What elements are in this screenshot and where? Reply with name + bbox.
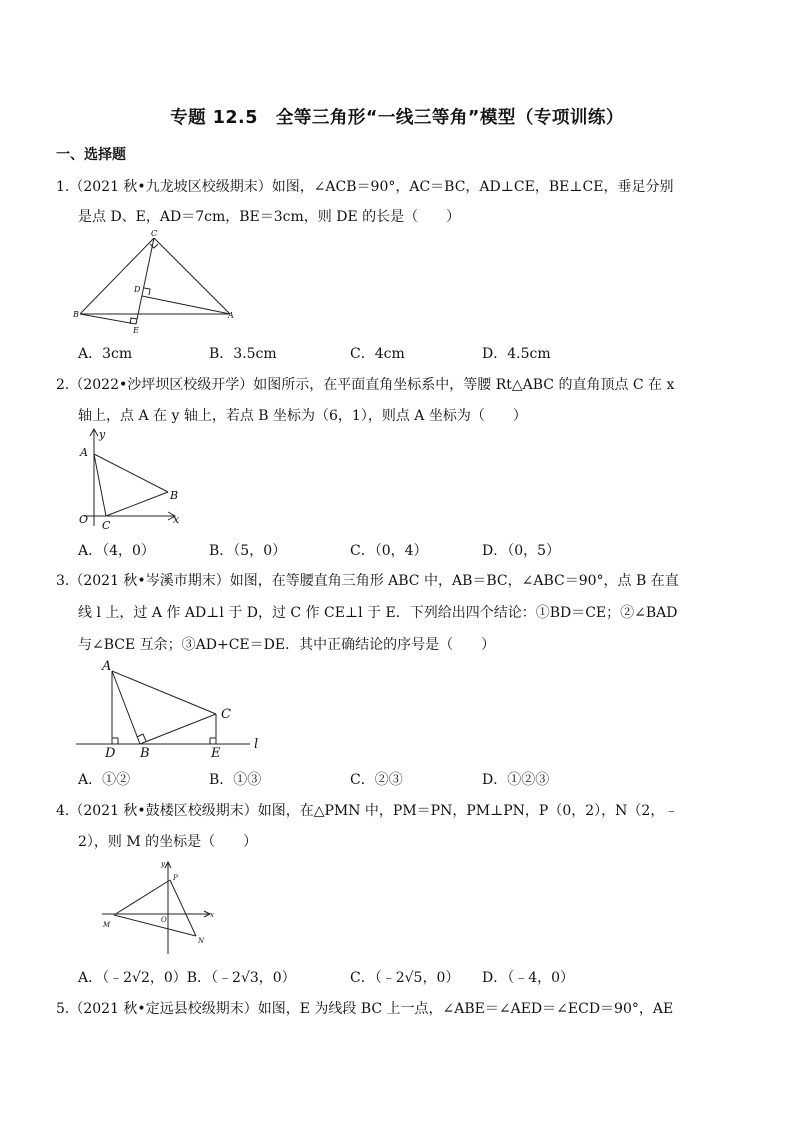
fig4-label-p: P	[173, 874, 178, 882]
question-4-option-c[interactable]: C．（﹣2√5，0）	[350, 970, 460, 986]
section-heading: 一、选择题	[56, 147, 126, 163]
fig4-label-m: M	[103, 921, 111, 929]
question-3-figure	[70, 656, 270, 760]
question-2-line-2: 轴上，点 A 在 y 轴上，若点 B 坐标为（6，1），则点 A 坐标为（ ）	[78, 408, 527, 424]
fig3-label-e: E	[211, 746, 221, 760]
fig3-label-c: C	[221, 707, 231, 722]
question-1-line-2: 是点 D、E，AD＝7cm，BE＝3cm，则 DE 的长是（ ）	[78, 209, 461, 225]
fig1-label-e: E	[133, 326, 139, 335]
question-4-option-d[interactable]: D．（﹣4，0）	[482, 970, 575, 986]
fig3-label-b: B	[140, 746, 150, 760]
question-2-figure	[70, 426, 190, 530]
fig4-label-o: O	[161, 916, 167, 924]
question-1-figure	[70, 228, 240, 336]
question-4-figure	[98, 854, 222, 958]
fig2-label-o: O	[79, 513, 89, 526]
question-3-option-d[interactable]: D．①②③	[482, 772, 550, 788]
question-2-option-b[interactable]: B．（5，0）	[209, 543, 287, 559]
fig1-label-a: A	[228, 311, 234, 320]
question-2-option-c[interactable]: C．（0，4）	[350, 543, 428, 559]
question-2-option-d[interactable]: D．（0，5）	[482, 543, 561, 559]
question-3-line-3: 与∠BCE 互余；③AD+CE＝DE．其中正确结论的序号是（ ）	[78, 637, 496, 653]
fig4-label-n: N	[198, 937, 205, 945]
fig2-label-x: x	[173, 513, 180, 526]
question-1-option-a[interactable]: A．3cm	[78, 346, 133, 362]
fig3-label-l: l	[254, 737, 259, 752]
question-1-option-c[interactable]: C．4cm	[350, 346, 405, 362]
fig1-label-d: D	[134, 285, 141, 294]
fig2-label-b: B	[170, 489, 179, 502]
question-2-option-a[interactable]: A．（4，0）	[78, 543, 155, 559]
question-3-line-1: 3.（2021 秋•岑溪市期末）如图，在等腰直角三角形 ABC 中，AB＝BC，∠ABC＝90°，点 B 在直	[56, 573, 679, 589]
fig4-label-x: x	[210, 911, 214, 919]
question-3-line-2: 线 l 上，过 A 作 AD⊥l 于 D，过 C 作 CE⊥l 于 E．下列给出四个结论：①BD＝CE；②∠BAD	[78, 605, 678, 621]
question-3-option-b[interactable]: B．①③	[209, 772, 262, 788]
question-4-line-2: 2），则 M 的坐标是（ ）	[78, 834, 258, 850]
fig1-label-c: C	[151, 229, 158, 238]
fig1-label-b: B	[73, 310, 79, 319]
page-title: 专题 12.5 全等三角形“一线三等角”模型（专项训练）	[170, 108, 624, 128]
question-4-option-ab[interactable]: A．（﹣2√2，0）B．（﹣2√3，0）	[78, 970, 296, 986]
question-5-line-1: 5.（2021 秋•定远县校级期末）如图，E 为线段 BC 上一点，∠ABE＝∠AED＝∠ECD＝90°，AE	[56, 1001, 674, 1017]
fig2-label-c: C	[102, 519, 111, 530]
fig4-label-y: y	[161, 860, 165, 868]
question-1-option-b[interactable]: B．3.5cm	[209, 346, 277, 362]
fig3-label-d: D	[105, 746, 116, 760]
question-3-option-c[interactable]: C．②③	[350, 772, 403, 788]
fig2-label-a: A	[80, 446, 88, 459]
question-1-option-d[interactable]: D．4.5cm	[482, 346, 551, 362]
question-3-option-a[interactable]: A．①②	[78, 772, 131, 788]
question-4-line-1: 4.（2021 秋•鼓楼区校级期末）如图，在△PMN 中，PM＝PN，PM⊥PN，P（0，2），N（2，﹣	[56, 803, 679, 819]
question-2-line-1: 2.（2022•沙坪坝区校级开学）如图所示，在平面直角坐标系中，等腰 Rt△ABC 的直角顶点 C 在 x	[56, 377, 675, 393]
question-1-line-1: 1.（2021 秋•九龙坡区校级期末）如图，∠ACB＝90°，AC＝BC，AD⊥CE，BE⊥CE，垂足分别	[56, 179, 674, 195]
fig2-label-y: y	[99, 428, 106, 441]
fig3-label-a: A	[102, 659, 112, 674]
